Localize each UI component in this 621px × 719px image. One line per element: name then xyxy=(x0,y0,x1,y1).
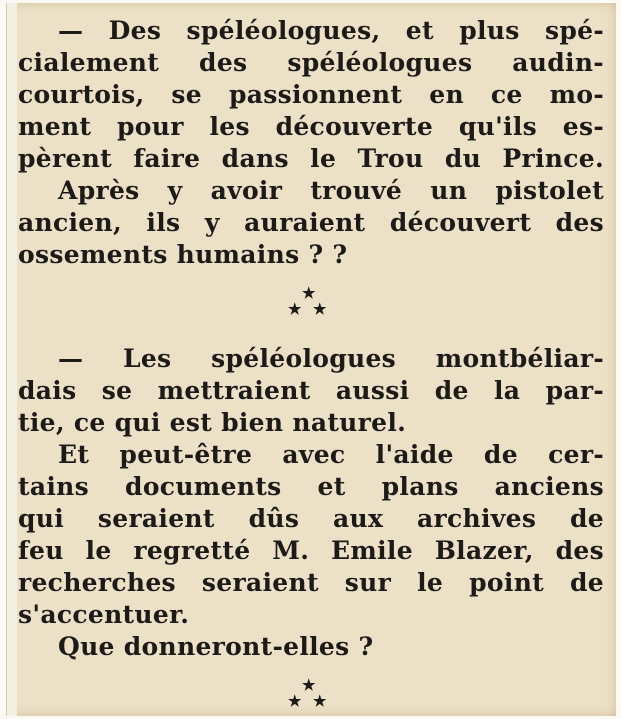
text-line: pèrent faire dans le Trou du Prince. xyxy=(18,144,604,173)
text-line: feu le regretté M. Emile Blazer, des xyxy=(18,536,604,565)
text-line: recherches seraient sur le point de xyxy=(18,568,604,597)
text-line: — Des spéléologues, et plus spé- xyxy=(58,16,604,45)
text-line: courtois, se passionnent en ce mo- xyxy=(18,80,604,109)
text-line: ancien, ils y auraient découvert des xyxy=(18,208,604,237)
text-line: dais se mettraient aussi de la par- xyxy=(18,376,604,405)
text-line: qui seraient dûs aux archives de xyxy=(18,504,604,533)
text-line: — Les spéléologues montbéliar- xyxy=(58,344,604,373)
text-line: tie, ce qui est bien naturel. xyxy=(18,408,407,437)
text-line: Et peut-être avec l'aide de cer- xyxy=(58,440,604,469)
text-line: tains documents et plans anciens xyxy=(18,472,604,501)
text-line: ossements humains ? ? xyxy=(18,240,348,269)
text-line: Après y avoir trouvé un pistolet xyxy=(58,176,604,205)
text-line: s'accentuer. xyxy=(18,600,190,629)
text-line: cialement des spéléologues audin- xyxy=(18,48,604,77)
asterism-separator: ★ ★ ★ xyxy=(288,284,327,318)
text-line: ment pour les découverte qu'ils es- xyxy=(18,112,604,141)
text-line: Que donneront-elles ? xyxy=(58,632,374,661)
asterism-separator: ★ ★ ★ xyxy=(288,676,327,710)
